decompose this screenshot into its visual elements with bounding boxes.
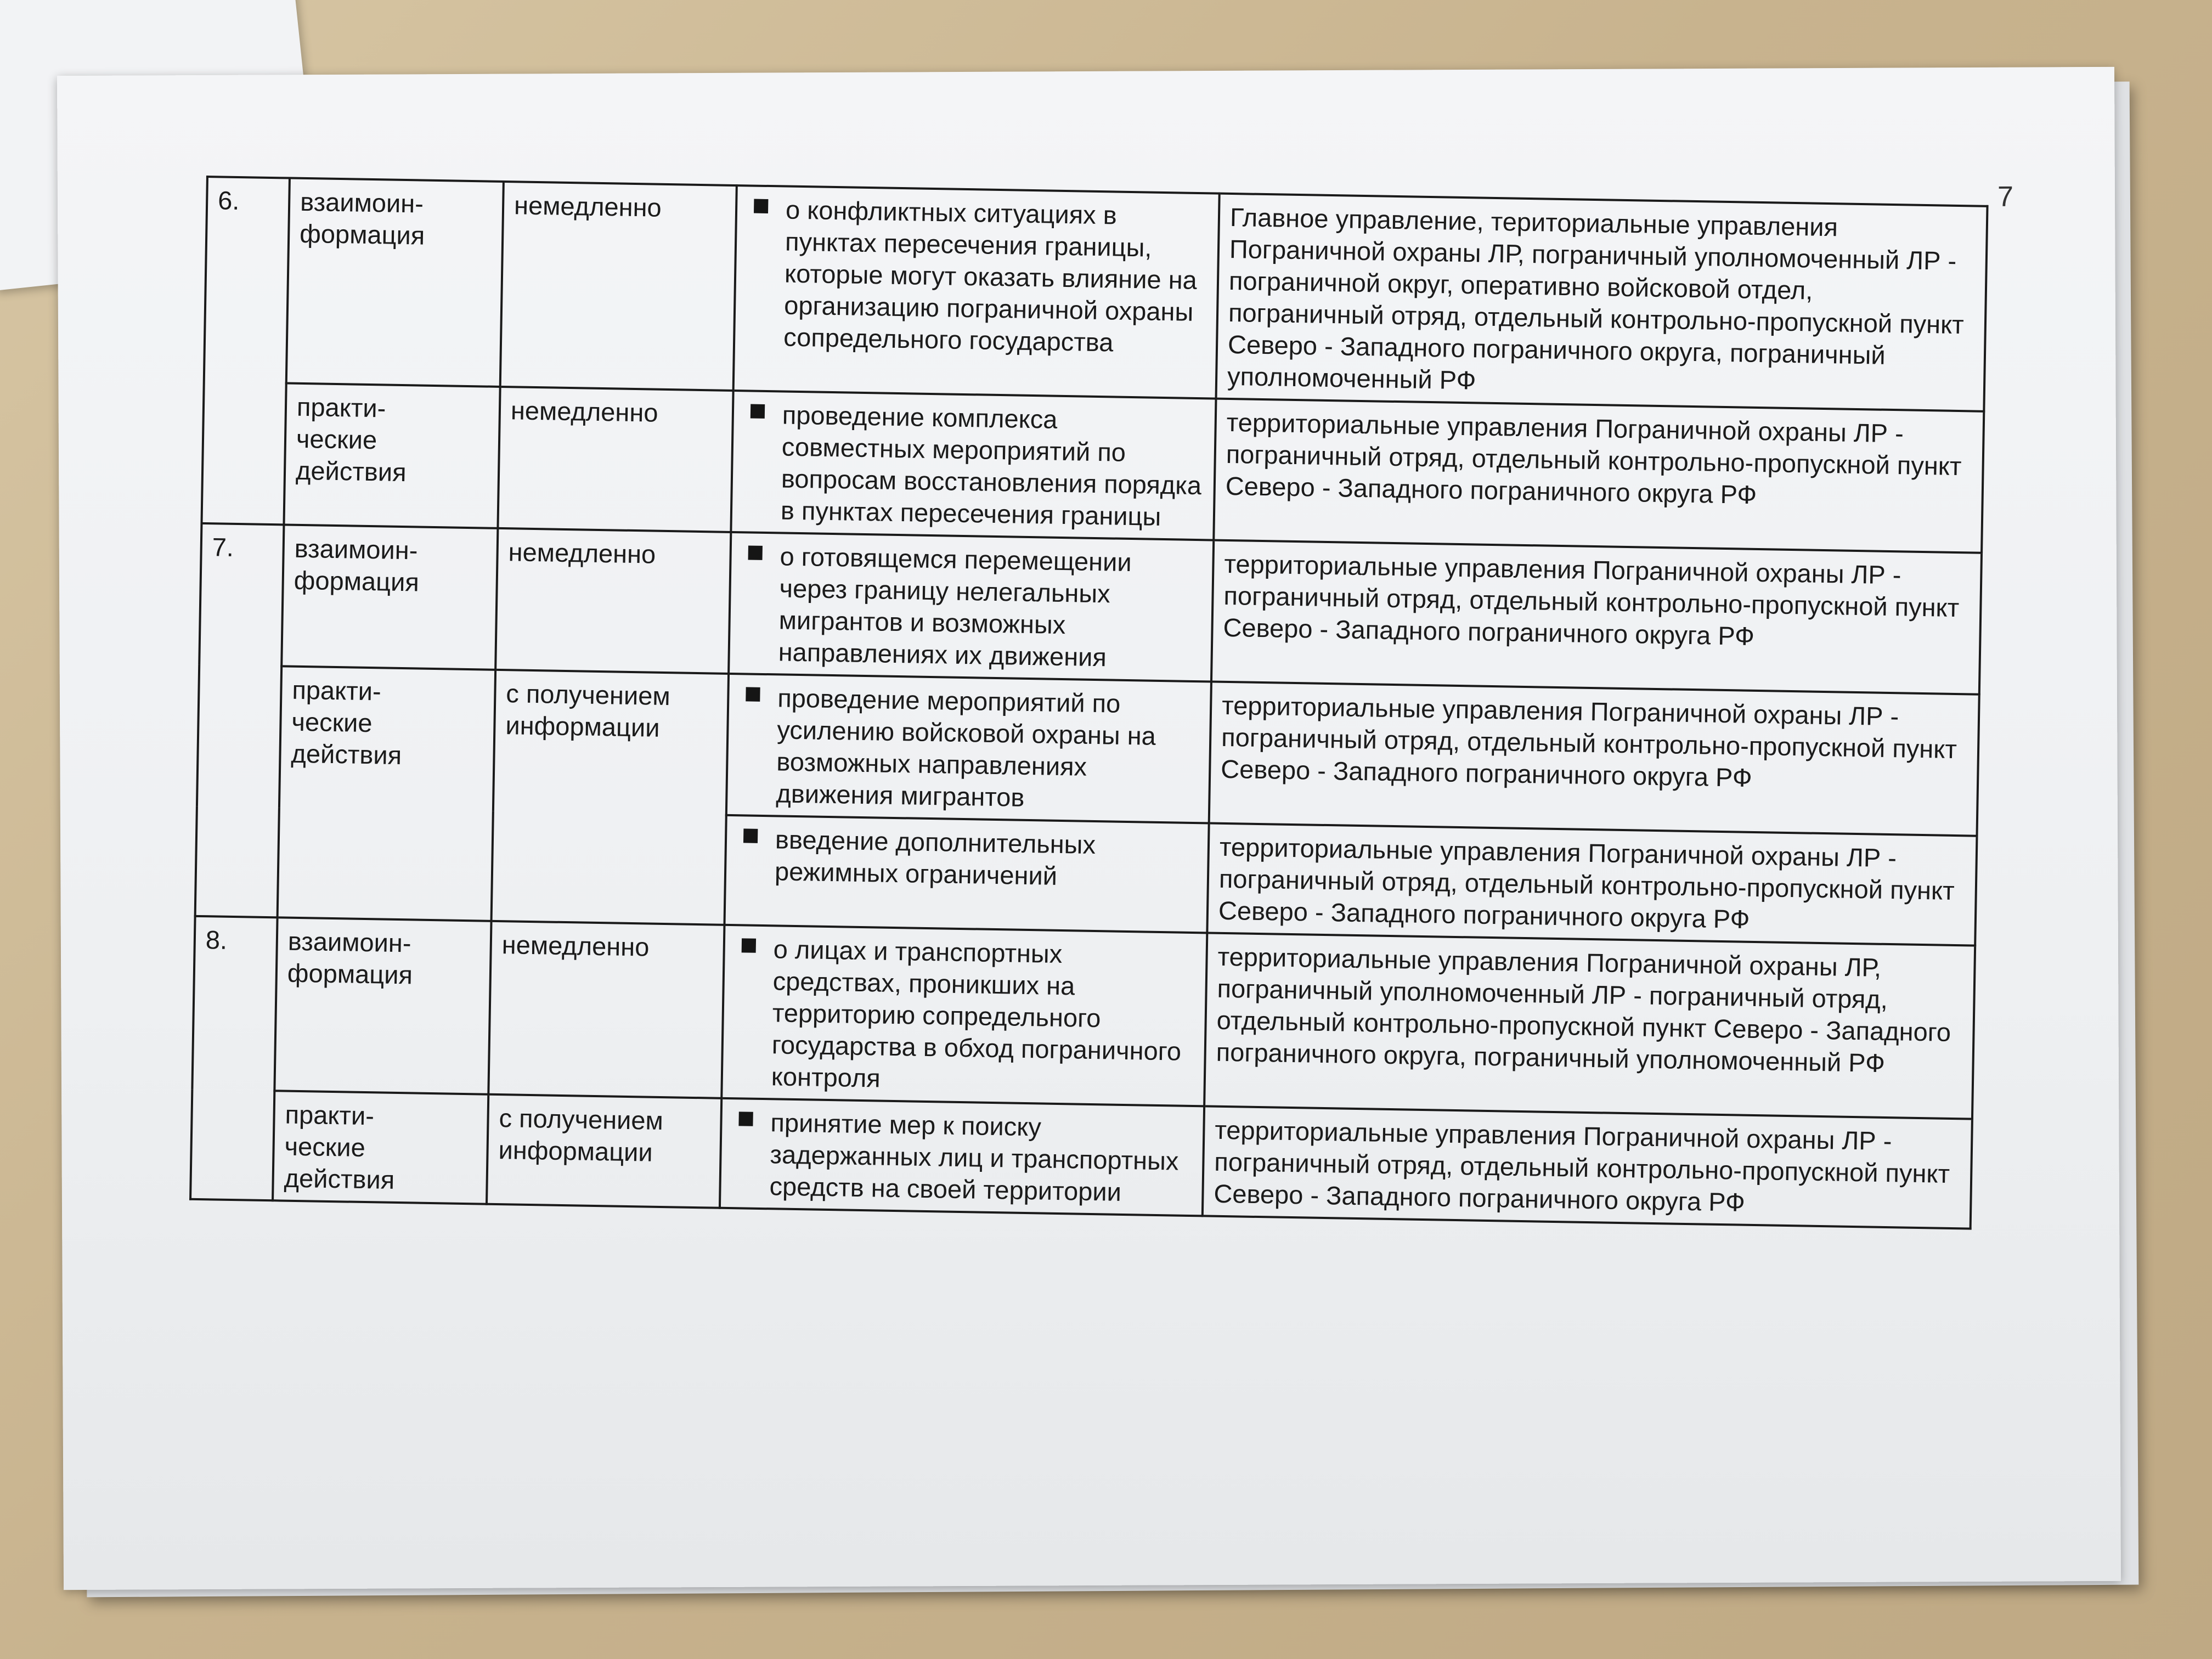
action-description bbox=[724, 815, 1209, 933]
action-description bbox=[721, 925, 1207, 1107]
bullet-square-icon bbox=[748, 545, 763, 560]
bullet-square-icon bbox=[743, 828, 758, 843]
action-type: взаимоин- формация bbox=[274, 917, 491, 1094]
action-description bbox=[729, 532, 1214, 682]
action-description bbox=[720, 1098, 1204, 1216]
recipients: территориальные управления Пограничной охраны ЛР - пограничный отряд, отдельный контрольно-пропускной пункт Северо - Западного пограничного округа РФ bbox=[1214, 399, 1984, 553]
action-text: о конфликтных ситуациях в пунктах пересечения границы, которые могут оказать влияние на организацию пограничной охраны сопредельного государства bbox=[783, 195, 1198, 357]
action-text: проведение мероприятий по усилению войсковой охраны на возможных направлениях движения мигрантов bbox=[776, 683, 1156, 812]
timing: с получением информации bbox=[492, 670, 729, 925]
timing: немедленно bbox=[495, 528, 731, 674]
action-text: о готовящемся перемещении через границу нелегальных мигрантов и возможных направлениях их движения bbox=[778, 541, 1132, 672]
action-description bbox=[733, 185, 1220, 399]
table-row bbox=[204, 177, 1988, 411]
bullet-square-icon bbox=[738, 1111, 753, 1126]
action-text: проведение комплекса совместных мероприятий по вопросам восстановления порядка в пунктах пересечения границы bbox=[780, 400, 1202, 531]
action-type: взаимоин- формация bbox=[281, 524, 498, 669]
bullet-square-icon bbox=[746, 687, 760, 701]
table-row bbox=[199, 523, 1982, 695]
recipients: территориальные управления Пограничной охраны ЛР - пограничный отряд, отдельный контрольно-пропускной пункт Северо - Западного пограничного округа РФ bbox=[1207, 823, 1977, 945]
bullet-square-icon bbox=[751, 404, 765, 419]
bullet-square-icon bbox=[742, 938, 756, 952]
timing: с получением информации bbox=[487, 1094, 721, 1208]
recipients: территориальные управления Пограничной охраны ЛР, пограничный уполномоченный ЛР - пограничный отряд, отдельный контрольно-пропускной пункт Северо - Западного пограничного округа, пограничный уполномоченный РФ bbox=[1204, 933, 1975, 1119]
recipients: Главное управление, териториальные управления Пограничной охраны ЛР, пограничный уполномоченный ЛР - пограничной округ, оперативно войсковой отдел, пограничный отряд, отдельный контрольно-пропускной пункт Северо - Западного пограничного округа, пограничный уполномоченный РФ bbox=[1216, 194, 1988, 411]
action-text: введение дополнительных режимных ограничений bbox=[774, 825, 1096, 890]
action-type: практи- ческие действия bbox=[278, 666, 496, 921]
recipients: территориальные управления Пограничной охраны ЛР - пограничный отряд, отдельный контрольно-пропускной пункт Северо - Западного пограничного округа РФ bbox=[1203, 1106, 1972, 1228]
table-row bbox=[192, 916, 1975, 1119]
bullet-square-icon bbox=[754, 199, 768, 213]
timing: немедленно bbox=[498, 387, 733, 532]
timing: немедленно bbox=[500, 182, 737, 391]
recipients: территориальные управления Пограничной охраны ЛР - пограничный отряд, отдельный контрольно-пропускной пункт Северо - Западного пограничного округа РФ bbox=[1211, 540, 1982, 695]
table-row bbox=[197, 665, 1979, 836]
timing: немедленно bbox=[488, 921, 724, 1098]
action-text: о лицах и транспортных средствах, проникших на территорию сопредельного государства в обход пограничного контроля bbox=[771, 934, 1182, 1093]
action-type: практи- ческие действия bbox=[284, 383, 500, 528]
action-text: принятие мер к поиску задержанных лиц и транспортных средств на своей территории bbox=[769, 1108, 1179, 1206]
row-number: 8. bbox=[190, 916, 278, 1200]
table-row bbox=[201, 382, 1984, 553]
row-number: 6. bbox=[201, 177, 289, 524]
page-number: 7 bbox=[1997, 180, 2014, 213]
action-description bbox=[726, 674, 1211, 823]
recipients: территориальные управления Пограничной охраны ЛР - пограничный отряд, отдельный контрольно-пропускной пункт Северо - Западного пограничного округа РФ bbox=[1209, 682, 1979, 836]
table-body bbox=[190, 177, 1987, 1229]
action-type: практи- ческие действия bbox=[273, 1091, 488, 1204]
row-number: 7. bbox=[195, 523, 284, 917]
action-type: взаимоин- формация bbox=[286, 178, 504, 387]
coordination-table bbox=[189, 176, 1989, 1230]
action-description bbox=[731, 391, 1216, 540]
